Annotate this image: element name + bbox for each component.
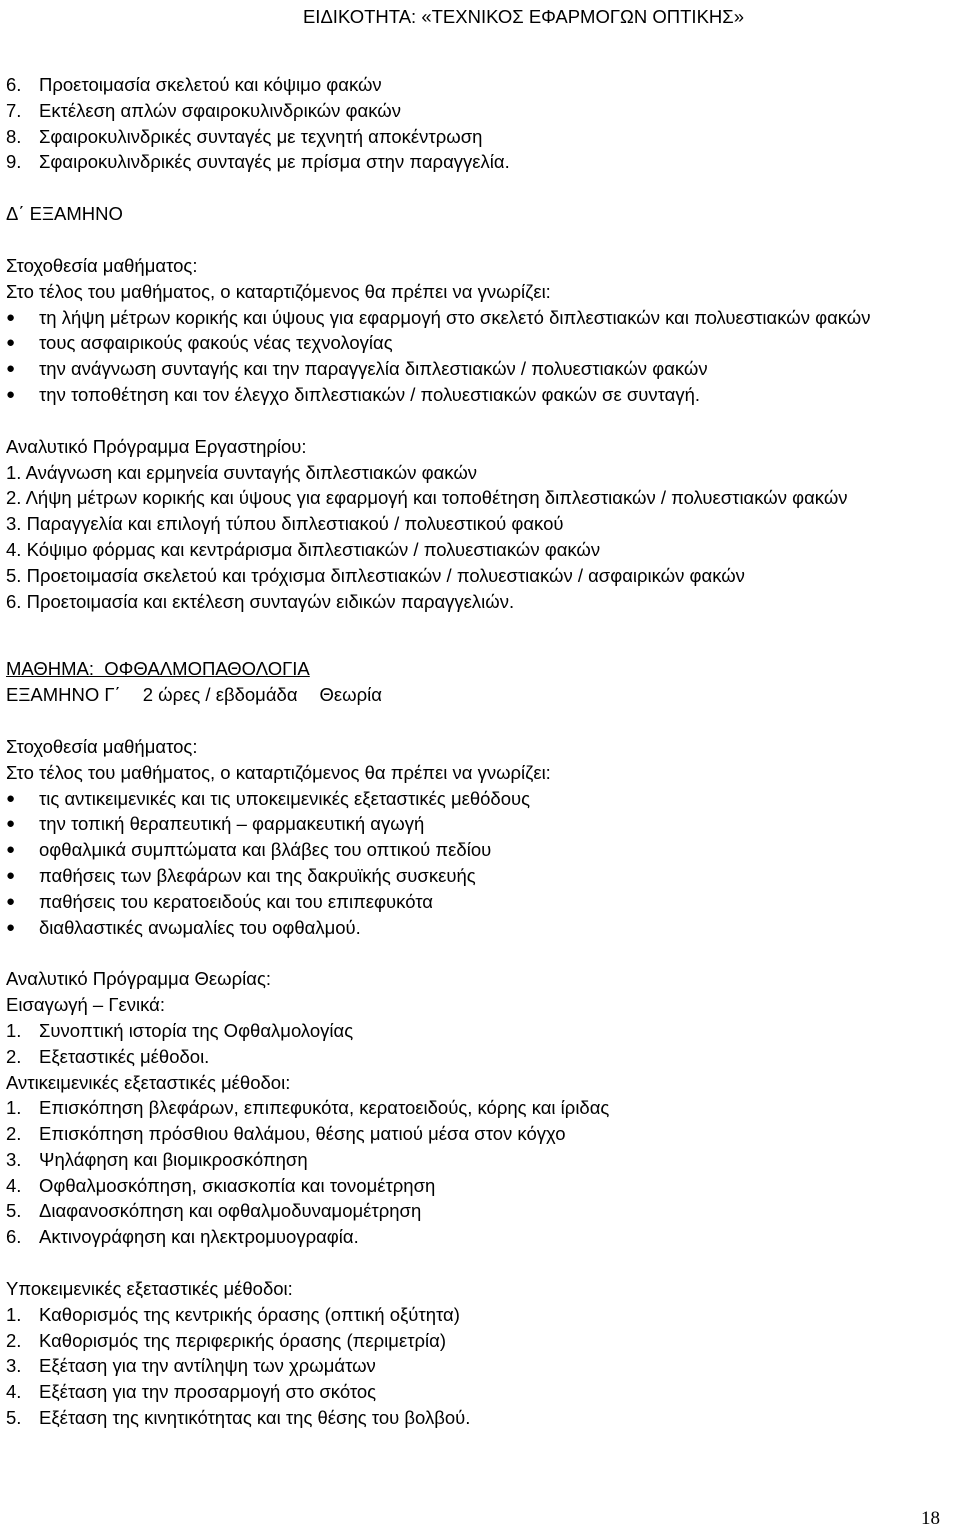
objective-list xyxy=(6,1095,956,1250)
item-number: 4. xyxy=(6,1381,22,1403)
list-item xyxy=(6,1147,956,1173)
item-text: Οφθαλμοσκόπηση, σκιασκοπία και τονομέτρηση xyxy=(39,1174,436,1196)
bullet-text: τις αντικειμενικές και τις υποκειμενικές εξεταστικές μεθόδους xyxy=(39,787,531,809)
bullet-text: τη λήψη μέτρων κορικής και ύψους για εφαρμογή στο σκελετό διπλεστιακών και πολυεστιακών φακών xyxy=(39,306,871,328)
item-number: 6. xyxy=(6,1226,22,1248)
item-number: 2. xyxy=(6,1123,22,1145)
item-text: Εξέταση της κινητικότητας και της θέσης του βολβού. xyxy=(39,1407,471,1429)
item-text: Επισκόπηση πρόσθιου θαλάμου, θέσης ματιού μέσα στον κόγχο xyxy=(39,1123,566,1145)
semester-heading: Δ΄ ΕΞΑΜΗΝΟ xyxy=(6,203,123,225)
objective-label: Αντικειμενικές εξεταστικές μέθοδοι: xyxy=(6,1071,291,1093)
bullet-icon: ● xyxy=(6,918,16,936)
item-number: 2. xyxy=(6,487,22,509)
bullet-item xyxy=(6,330,956,356)
bullet-item xyxy=(6,356,956,382)
item-text: Εξέταση για την αντίληψη των χρωμάτων xyxy=(39,1355,376,1377)
bullet-icon: ● xyxy=(6,815,16,833)
item-text: Προετοιμασία και εκτέλεση συνταγών ειδικών παραγγελιών. xyxy=(26,590,515,612)
goal-bullet-list xyxy=(6,786,956,941)
item-number: 8. xyxy=(6,125,22,147)
bullet-item xyxy=(6,786,956,812)
item-text: Ψηλάφηση και βιομικροσκόπηση xyxy=(39,1148,308,1170)
item-number: 1. xyxy=(6,1019,22,1041)
item-number: 2. xyxy=(6,1329,22,1351)
bullet-text: οφθαλμικά συμπτώματα και βλάβες του οπτικού πεδίου xyxy=(39,839,492,861)
item-number: 1. xyxy=(6,1303,22,1325)
item-number: 7. xyxy=(6,99,22,121)
list-item xyxy=(6,1173,956,1199)
item-number: 9. xyxy=(6,151,22,173)
item-number: 5. xyxy=(6,1407,22,1429)
item-text: Καθορισμός της περιφερικής όρασης (περιμετρία) xyxy=(39,1329,446,1351)
list-item xyxy=(6,1121,956,1147)
item-number: 6. xyxy=(6,74,22,95)
bullet-item xyxy=(6,915,956,941)
bullet-icon: ● xyxy=(6,892,16,910)
item-text: Διαφανοσκόπηση και οφθαλμοδυναμομέτρηση xyxy=(39,1200,422,1222)
lab-heading: Αναλυτικό Πρόγραμμα Εργαστηρίου: xyxy=(6,435,307,457)
subjective-label: Υποκειμενικές εξεταστικές μέθοδοι: xyxy=(6,1278,293,1300)
item-text: Παραγγελία και επιλογή τύπου διπλεστιακού / πολυεστικού φακού xyxy=(26,513,564,535)
item-text: Καθορισμός της κεντρικής όρασης (οπτική οξύτητα) xyxy=(39,1303,460,1325)
item-number: 3. xyxy=(6,1355,22,1377)
item-text: Εκτέλεση απλών σφαιροκυλινδρικών φακών xyxy=(39,99,401,121)
list-item xyxy=(6,460,956,486)
item-number: 1. xyxy=(6,461,22,483)
item-text: Εξεταστικές μέθοδοι. xyxy=(39,1045,210,1067)
page-header: ΕΙΔΙΚΟΤΗΤΑ: «ΤΕΧΝΙΚΟΣ ΕΦΑΡΜΟΓΩΝ ΟΠΤΙΚΗΣ» xyxy=(302,6,744,27)
item-number: 3. xyxy=(6,1148,22,1170)
intro-list xyxy=(6,1018,956,1070)
document-body xyxy=(6,72,956,1431)
item-number: 5. xyxy=(6,1200,22,1222)
list-item xyxy=(6,563,956,589)
list-item xyxy=(6,1302,956,1328)
bullet-icon: ● xyxy=(6,789,16,807)
goal-intro: Στο τέλος του μαθήματος, ο καταρτιζόμενος θα πρέπει να γνωρίζει: xyxy=(6,761,551,783)
list-item xyxy=(6,511,956,537)
course-title: ΜΑΘΗΜΑ: ΟΦΘΑΛΜΟΠΑΘΟΛΟΓΙΑ xyxy=(6,658,310,680)
item-text: Λήψη μέτρων κορικής και ύψους για εφαρμογή και τοποθέτηση διπλεστιακών / πολυεστιακών φακών xyxy=(25,487,848,509)
bullet-text: την τοπική θεραπευτική – φαρμακευτική αγωγή xyxy=(39,813,425,835)
list-item xyxy=(6,72,956,98)
course-hours: 2 ώρες / εβδομάδα xyxy=(142,684,298,706)
intro-label: Εισαγωγή – Γενικά: xyxy=(6,994,166,1016)
bullet-item xyxy=(6,382,956,408)
bullet-item xyxy=(6,811,956,837)
item-text: Ανάγνωση και ερμηνεία συνταγής διπλεστιακών φακών xyxy=(25,461,478,483)
item-text: Εξέταση για την προσαρμογή στο σκότος xyxy=(39,1381,377,1403)
list-item xyxy=(6,124,956,150)
top-numbered-list xyxy=(6,72,956,175)
goal-intro: Στο τέλος του μαθήματος, ο καταρτιζόμενος θα πρέπει να γνωρίζει: xyxy=(6,280,551,302)
item-number: 4. xyxy=(6,1174,22,1196)
course-semester: ΕΞΑΜΗΝΟ Γ΄ xyxy=(6,684,121,706)
list-item xyxy=(6,537,956,563)
bullet-text: παθήσεις του κερατοειδούς και του επιπεφυκότα xyxy=(39,890,433,912)
bullet-item xyxy=(6,863,956,889)
list-item xyxy=(6,149,956,175)
item-number: 4. xyxy=(6,538,22,560)
bullet-item xyxy=(6,305,956,331)
page-number: 18 xyxy=(921,1508,940,1529)
bullet-icon: ● xyxy=(6,308,16,326)
theory-heading: Αναλυτικό Πρόγραμμα Θεωρίας: xyxy=(6,968,272,990)
bullet-text: την τοποθέτηση και τον έλεγχο διπλεστιακών / πολυεστιακών φακών σε συνταγή. xyxy=(39,383,701,405)
list-item xyxy=(6,1353,956,1379)
course-meta xyxy=(6,682,956,708)
list-item xyxy=(6,1328,956,1354)
list-item xyxy=(6,1044,956,1070)
bullet-icon: ● xyxy=(6,866,16,884)
item-number: 1. xyxy=(6,1097,22,1119)
item-text: Προετοιμασία σκελετού και τρόχισμα διπλεστιακών / πολυεστιακών / ασφαιρικών φακών xyxy=(26,564,745,586)
bullet-text: διαθλαστικές ανωμαλίες του οφθαλμού. xyxy=(39,916,361,938)
bullet-text: την ανάγνωση συνταγής και την παραγγελία διπλεστιακών / πολυεστιακών φακών xyxy=(39,358,708,380)
goal-bullet-list xyxy=(6,305,956,408)
course-type: Θεωρία xyxy=(319,684,382,706)
item-number: 2. xyxy=(6,1045,22,1067)
item-text: Επισκόπηση βλεφάρων, επιπεφυκότα, κερατοειδούς, κόρης και ίριδας xyxy=(39,1097,610,1119)
subjective-list xyxy=(6,1302,956,1431)
list-item xyxy=(6,1095,956,1121)
item-text: Συνοπτική ιστορία της Οφθαλμολογίας xyxy=(39,1019,354,1041)
bullet-icon: ● xyxy=(6,360,16,378)
list-item xyxy=(6,1224,956,1250)
list-item xyxy=(6,98,956,124)
item-number: 6. xyxy=(6,590,22,612)
bullet-icon: ● xyxy=(6,385,16,403)
item-text: Κόψιμο φόρμας και κεντράρισμα διπλεστιακών / πολυεστιακών φακών xyxy=(26,538,601,560)
bullet-item xyxy=(6,889,956,915)
item-text: Σφαιροκυλινδρικές συνταγές με πρίσμα στην παραγγελία. xyxy=(39,151,510,173)
list-item xyxy=(6,485,956,511)
item-number: 5. xyxy=(6,564,22,586)
list-item xyxy=(6,1018,956,1044)
item-number: 3. xyxy=(6,513,22,535)
list-item xyxy=(6,1379,956,1405)
bullet-item xyxy=(6,837,956,863)
bullet-icon: ● xyxy=(6,334,16,352)
lab-numbered-list xyxy=(6,460,956,615)
item-text: Προετοιμασία σκελετού και κόψιμο φακών xyxy=(39,74,382,95)
item-text: Ακτινογράφηση και ηλεκτρομυογραφία. xyxy=(39,1226,359,1248)
item-text: Σφαιροκυλινδρικές συνταγές με τεχνητή αποκέντρωση xyxy=(39,125,483,147)
goal-heading: Στοχοθεσία μαθήματος: xyxy=(6,735,198,757)
bullet-text: τους ασφαιρικούς φακούς νέας τεχνολογίας xyxy=(39,332,393,354)
list-item xyxy=(6,1405,956,1431)
bullet-text: παθήσεις των βλεφάρων και της δακρυϊκής συσκευής xyxy=(39,864,476,886)
list-item xyxy=(6,1198,956,1224)
bullet-icon: ● xyxy=(6,841,16,859)
list-item xyxy=(6,589,956,615)
goal-heading: Στοχοθεσία μαθήματος: xyxy=(6,254,198,276)
